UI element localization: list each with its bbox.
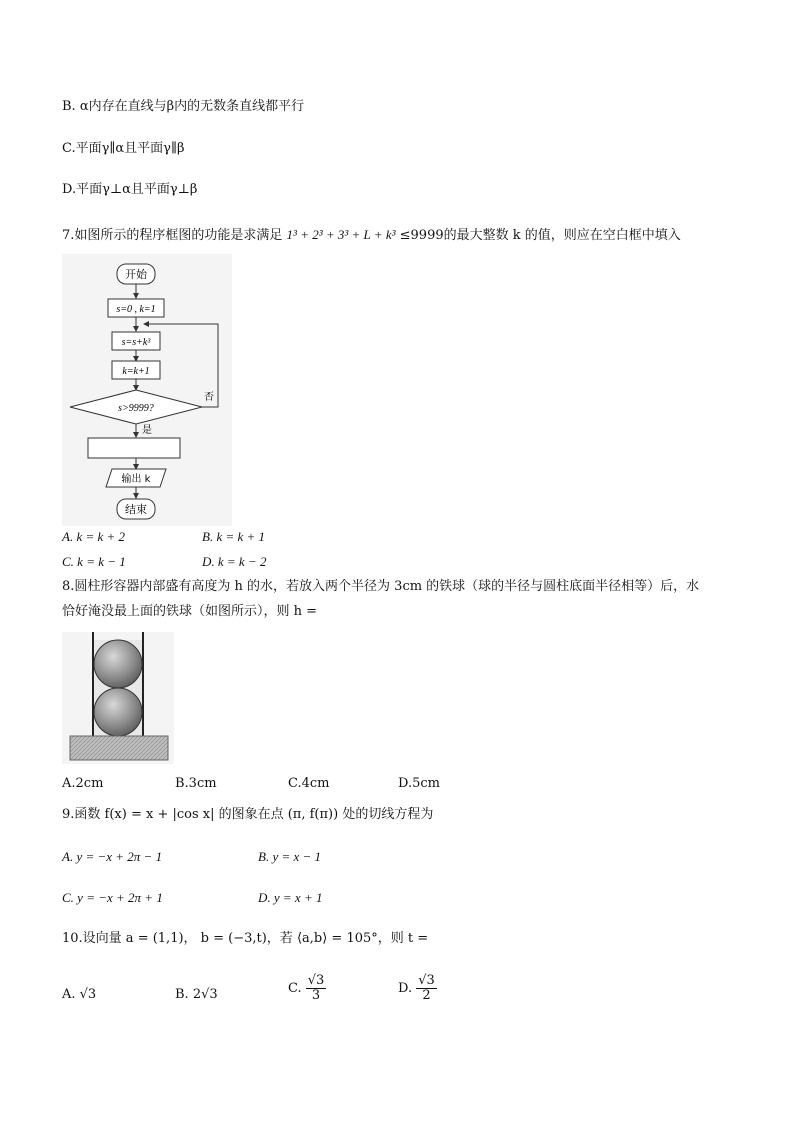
- q10-option-a: A. √3: [62, 987, 97, 1002]
- lower-ball: [94, 688, 142, 736]
- cylinder-base: [70, 736, 168, 760]
- q8-stem-line1: 8.圆柱形容器内部盛有高度为 h 的水，若放入两个半径为 3cm 的铁球（球的半径与圆柱底面半径相等）后，水: [62, 579, 700, 594]
- flow-update-s: s=s+k³: [121, 337, 151, 348]
- q6-option-d: D.平面γ⊥α且平面γ⊥β: [62, 182, 198, 197]
- flow-yes-label: 是: [142, 425, 152, 436]
- flow-update-k: k=k+1: [122, 366, 150, 377]
- q8-option-d: D.5cm: [398, 776, 440, 791]
- q8-option-a: A.2cm: [62, 776, 104, 791]
- q7-sum-expr: 1³ + 2³ + 3³ + L + k³: [286, 227, 396, 242]
- q9-stem: 9.函数 f(x) = x + |cos x| 的图象在点 (π, f(π)) 处的切线方程为: [62, 807, 434, 822]
- q6-option-b: B. α内存在直线与β内的无数条直线都平行: [62, 99, 305, 114]
- q9-option-a: A. y = −x + 2π − 1: [62, 849, 163, 864]
- q8-cylinder-figure: [62, 632, 174, 764]
- q8-option-b: B.3cm: [175, 776, 217, 791]
- q7-stem: [62, 226, 681, 245]
- q7-stem-suffix: ≤9999的最大整数 k 的值，则应在空白框中填入: [395, 228, 681, 243]
- q7-option-a: A. k = k + 2: [62, 529, 126, 544]
- q10-option-c: [288, 974, 326, 1003]
- flow-init: s=0 , k=1: [116, 304, 156, 315]
- q7-option-d: D. k = k − 2: [202, 554, 267, 569]
- q7-flowchart: [62, 254, 232, 526]
- q7-option-b: B. k = k + 1: [202, 529, 266, 544]
- q10-option-b: B. 2√3: [175, 987, 218, 1002]
- q8-option-c: C.4cm: [288, 776, 330, 791]
- q8-stem-line2: 恰好淹没最上面的铁球（如图所示），则 h =: [62, 604, 318, 619]
- q9-option-b: B. y = x − 1: [258, 849, 322, 864]
- flow-no-label: 否: [204, 392, 214, 403]
- flow-blank-box: [88, 438, 180, 458]
- q9-option-c: C. y = −x + 2π + 1: [62, 890, 163, 905]
- q10-option-c-denominator: 3: [311, 988, 321, 1003]
- q10-option-d-denominator: 2: [422, 988, 431, 1003]
- q10-option-c-label: C.: [288, 981, 302, 996]
- q10-option-d-label: D.: [398, 981, 413, 996]
- flow-output: 输出 k: [121, 474, 151, 485]
- upper-ball: [94, 640, 142, 688]
- flow-end: 结束: [125, 503, 147, 516]
- q10-option-d: [398, 974, 437, 1003]
- q10-option-c-numerator: √3: [307, 973, 325, 988]
- flow-condition: s>9999?: [118, 403, 154, 414]
- q9-option-d: D. y = x + 1: [258, 890, 323, 905]
- q10-stem: 10.设向量 a = (1,1)， b = (−3,t)，若 ⟨a,b⟩ = 105°，则 t =: [62, 931, 429, 946]
- flow-start: 开始: [125, 268, 147, 281]
- q7-stem-prefix: 7.如图所示的程序框图的功能是求满足: [62, 228, 287, 243]
- q10-option-d-numerator: √3: [418, 973, 435, 988]
- q7-option-c: C. k = k − 1: [62, 554, 126, 569]
- q6-option-c: C.平面γ∥α且平面γ∥β: [62, 141, 185, 156]
